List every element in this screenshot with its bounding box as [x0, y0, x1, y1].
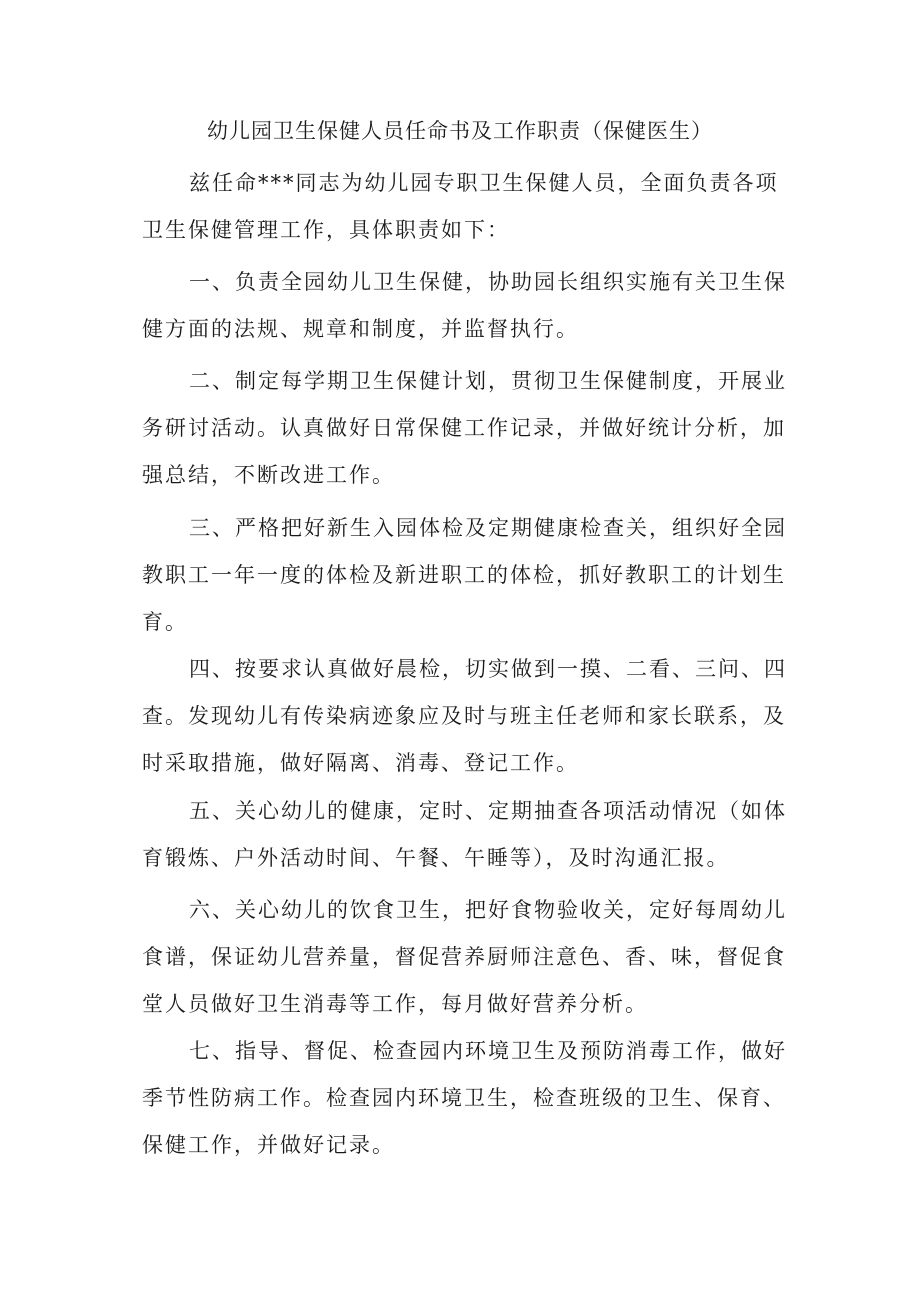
duty-3-line: 三、严格把好新生入园体检及定期健康检查关，组织好全园: [189, 516, 787, 540]
duty-4-line: 四、按要求认真做好晨检，切实做到一摸、二看、三问、四: [189, 657, 787, 681]
duty-2-paragraph: [142, 358, 802, 499]
duty-7-paragraph: [142, 1028, 802, 1169]
duty-3-paragraph: [142, 505, 802, 646]
intro-line: 卫生保健管理工作，具体职责如下：: [142, 218, 510, 242]
duty-3-line: 教职工一年一度的体检及新进职工的体检，抓好教职工的计划生: [142, 563, 786, 587]
duty-6-line: 堂人员做好卫生消毒等工作，每月做好营养分析。: [142, 992, 648, 1016]
intro-paragraph: [142, 160, 802, 254]
duty-4-paragraph: [142, 646, 802, 787]
duty-1-line: 健方面的法规、规章和制度，并监督执行。: [142, 317, 579, 341]
duty-2-line: 二、制定每学期卫生保健计划，贯彻卫生保健制度，开展业: [189, 369, 787, 393]
duty-4-line: 查。发现幼儿有传染病迹象应及时与班主任老师和家长联系，及: [142, 704, 786, 728]
document-title: 幼儿园卫生保健人员任命书及工作职责（保健医生）: [207, 119, 713, 143]
duty-6-line: 六、关心幼儿的饮食卫生，把好食物验收关，定好每周幼儿: [189, 898, 787, 922]
duty-6-line: 食谱，保证幼儿营养量，督促营养厨师注意色、香、味，督促食: [142, 945, 786, 969]
intro-line: 兹任命***同志为幼儿园专职卫生保健人员，全面负责各项: [189, 171, 779, 195]
duty-2-line: 务研讨活动。认真做好日常保健工作记录，并做好统计分析，加: [142, 416, 786, 440]
duty-1-paragraph: [142, 259, 802, 353]
duty-2-line: 强总结，不断改进工作。: [142, 463, 395, 487]
duty-7-line: 保健工作，并做好记录。: [142, 1133, 395, 1157]
duty-6-paragraph: [142, 887, 802, 1028]
duty-3-line: 育。: [142, 610, 188, 634]
duty-5-line: 育锻炼、户外活动时间、午餐、午睡等），及时沟通汇报。: [142, 846, 730, 870]
duty-5-paragraph: [142, 788, 802, 882]
duty-1-line: 一、负责全园幼儿卫生保健，协助园长组织实施有关卫生保: [189, 270, 787, 294]
duty-4-line: 时采取措施，做好隔离、消毒、登记工作。: [142, 751, 579, 775]
duty-7-line: 七、指导、督促、检查园内环境卫生及预防消毒工作，做好: [189, 1039, 787, 1063]
duty-7-line: 季节性防病工作。检查园内环境卫生，检查班级的卫生、保育、: [142, 1086, 786, 1110]
duty-5-line: 五、关心幼儿的健康，定时、定期抽查各项活动情况（如体: [189, 799, 787, 823]
